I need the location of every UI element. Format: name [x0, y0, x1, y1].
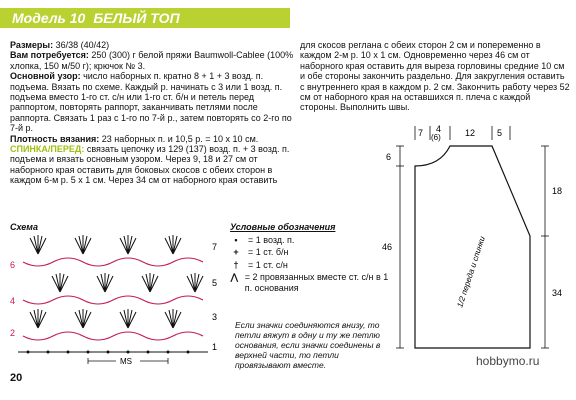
row-3-fans — [30, 309, 181, 328]
legend-item — [230, 235, 390, 246]
single-crochet-icon: + — [233, 247, 239, 257]
pattern-diagram — [380, 118, 570, 358]
dim-top-4: 4 — [436, 124, 442, 134]
legend-text: = 1 возд. п. — [248, 234, 295, 245]
row-label-2: 2 — [10, 328, 16, 338]
density-value: 23 наборных п. и 10,5 р. = 10 х 10 см. — [99, 133, 259, 144]
row-label-1: 1 — [212, 342, 218, 352]
page-number: 20 — [10, 372, 23, 384]
back-front-label: СПИНКА/ПЕРЕД: — [10, 144, 85, 155]
row-label-6: 6 — [10, 260, 16, 270]
legend-note: Если значки соединяются внизу, то петли вяжут в одну и ту же петлю основания, если значки соединены в верхней части, то петли провязывают вместе. — [235, 320, 381, 370]
legend — [230, 222, 393, 293]
schema-title: Схема — [10, 222, 38, 232]
row-5-fans — [52, 273, 203, 292]
row-label-7: 7 — [212, 242, 218, 252]
legend-item — [230, 272, 390, 293]
legend-item — [230, 247, 390, 258]
instructions-left — [10, 40, 295, 186]
chain-icon: • — [234, 234, 238, 245]
dim-top-6: (6) — [431, 133, 441, 142]
sizes-label: Размеры: — [10, 40, 54, 50]
dim-right-18: 18 — [552, 186, 563, 196]
row-7-fans — [30, 235, 181, 254]
legend-item — [230, 260, 390, 271]
row-label-5: 5 — [212, 278, 218, 288]
pattern-center-label: 1/2 переда и спинки — [455, 235, 487, 309]
legend-title: Условные обозначения — [230, 222, 336, 232]
pattern-value: число наборных п. кратно 8 + 1 + 3 возд. п. подъема. Вязать по схеме. Каждый р. начинать с 3 или 1 возд. п. подъема вместо 1-го ст. с/н или 1-го ст. б/н и петель перед раппортом, повторять раппорт, заканчивать петлями после раппорта. Связать 1 раз с 1-го по 7-й р., затем повторять со 2-го по 7-й р. — [10, 71, 292, 134]
pattern-label: Основной узор: — [10, 71, 81, 82]
dimension-lines — [396, 126, 549, 348]
pattern-outline — [415, 146, 530, 348]
row-label-4: 4 — [10, 296, 16, 306]
watermark: hobbymo.ru — [476, 354, 540, 368]
legend-text: = 2 провязанных вместе ст. с/н в 1 п. основания — [244, 272, 389, 293]
legend-text: = 1 ст. с/н — [248, 259, 288, 270]
dim-left-46: 46 — [382, 242, 393, 252]
model-title: БЕЛЫЙ ТОП — [93, 10, 180, 26]
materials-value: 250 (300) г белой пряжи Baumwoll-Cablee (100% хлопка, 150 м/50 г); крючок № 3. — [10, 50, 294, 71]
dim-top-5: 5 — [497, 128, 503, 138]
dc2tog-icon: ⋀ — [230, 272, 239, 282]
dim-top-7: 7 — [418, 128, 424, 138]
dim-top-12: 12 — [465, 128, 476, 138]
back-front-value: связать цепочку из 129 (137) возд. п. + 3 возд. п. подъема и вязать основным узором. Через 9, 18 и 27 см от наборного края оставить для боковых скосов с обеих сторон в каждом 6-м р. 5 х 1 см. Через 34 см от наборного края оставить — [10, 144, 290, 186]
dim-left-6: 6 — [386, 152, 392, 162]
repeat-label: MS — [120, 357, 132, 366]
dim-right-34: 34 — [552, 288, 563, 298]
double-crochet-icon: † — [233, 259, 239, 270]
crochet-chart — [8, 232, 223, 367]
materials-label: Вам потребуется: — [10, 50, 89, 61]
density-label: Плотность вязания: — [10, 133, 100, 144]
sizes-value: 36/38 (40/42) — [53, 40, 110, 50]
page-header — [0, 8, 290, 28]
model-label: Модель 10 — [12, 10, 86, 26]
instructions-right: для скосов реглана с обеих сторон 2 см и попеременно в каждом 2-м р. 10 х 1 см. Одновременно через 46 см от наборного края оставить для выреза горловины средние 10 см и обе стороны закончить раздельно. Для закругления оставить с внутреннего края в каждом р. 2 см. Закончить работу через 52 см от наборного края на оставшихся п. плеча с каждой стороны. Выполнить швы. — [300, 40, 570, 113]
chart-stitches — [18, 235, 208, 352]
row-label-3: 3 — [212, 312, 218, 322]
legend-text: = 1 ст. б/н — [248, 247, 289, 257]
